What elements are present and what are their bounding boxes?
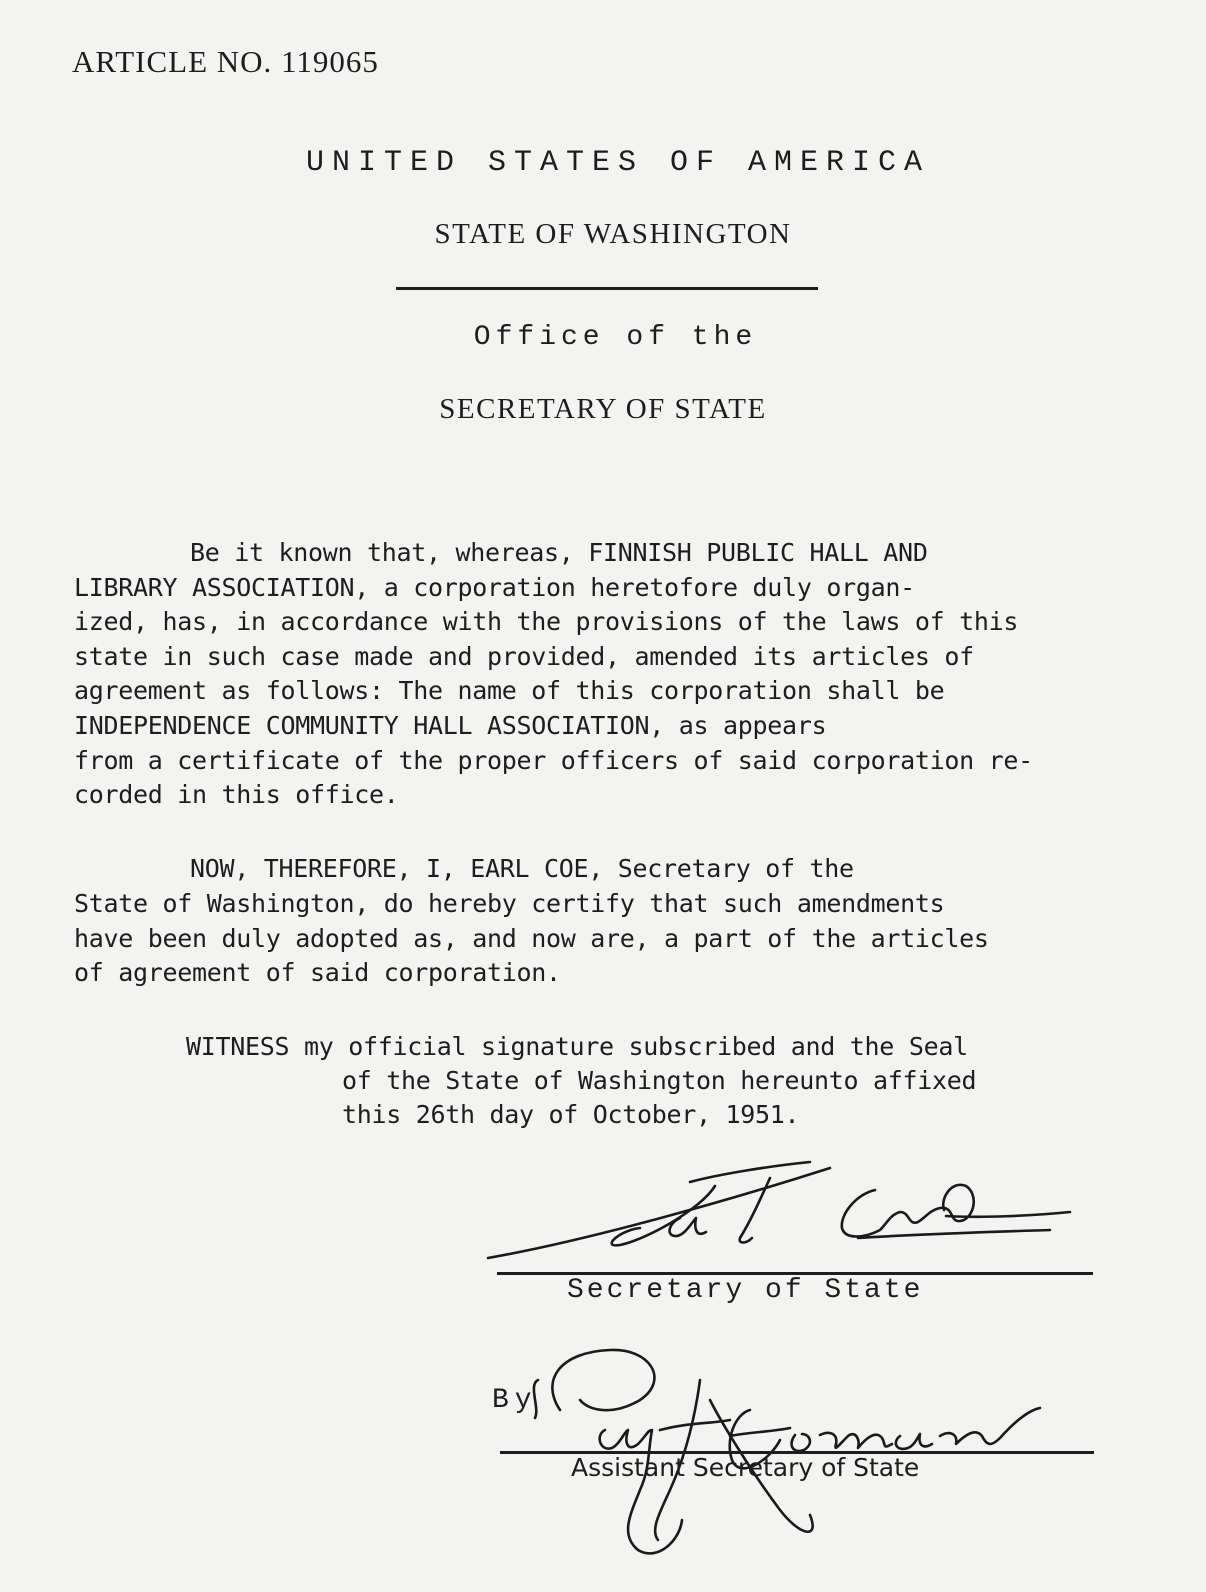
body-line: ized, has, in accordance with the provisions of the laws of this (74, 607, 1019, 636)
body-line: NOW, THEREFORE, I, EARL COE, Secretary of the (190, 854, 854, 883)
article-number: ARTICLE NO. 119065 (72, 44, 379, 79)
body-line: have been duly adopted as, and now are, a part of the articles (74, 924, 989, 953)
heading-state: STATE OF WASHINGTON (434, 218, 792, 250)
body-line: state in such case made and provided, amended its articles of (74, 642, 974, 671)
body-line: from a certificate of the proper officers of said corporation re- (74, 746, 1033, 775)
witness-line: of the State of Washington hereunto affixed (342, 1066, 977, 1095)
heading-secretary-of-state: SECRETARY OF STATE (439, 393, 767, 425)
heading-office: Office of the (473, 322, 758, 353)
body-line: LIBRARY ASSOCIATION, a corporation heretofore duly organ- (74, 573, 915, 602)
witness-line: this 26th day of October, 1951. (342, 1100, 800, 1129)
witness-line: WITNESS my official signature subscribed and the Seal (186, 1032, 968, 1061)
body-line: agreement as follows: The name of this corporation shall be (74, 676, 945, 705)
secretary-signature (470, 1160, 1090, 1280)
secretary-caption: Secretary of State (567, 1275, 924, 1306)
body-line: of agreement of said corporation. (74, 958, 561, 987)
heading-country: UNITED STATES OF AMERICA (305, 146, 931, 180)
assistant-caption: Assistant Secretary of State (571, 1453, 920, 1482)
body-line: State of Washington, do hereby certify that such amendments (74, 889, 945, 918)
body-line: INDEPENDENCE COMMUNITY HALL ASSOCIATION, as appears (74, 711, 827, 740)
body-line: corded in this office. (74, 780, 399, 809)
by-label: By (492, 1385, 538, 1416)
heading-divider (396, 287, 818, 290)
body-line: Be it known that, whereas, FINNISH PUBLIC HALL AND (190, 538, 928, 567)
